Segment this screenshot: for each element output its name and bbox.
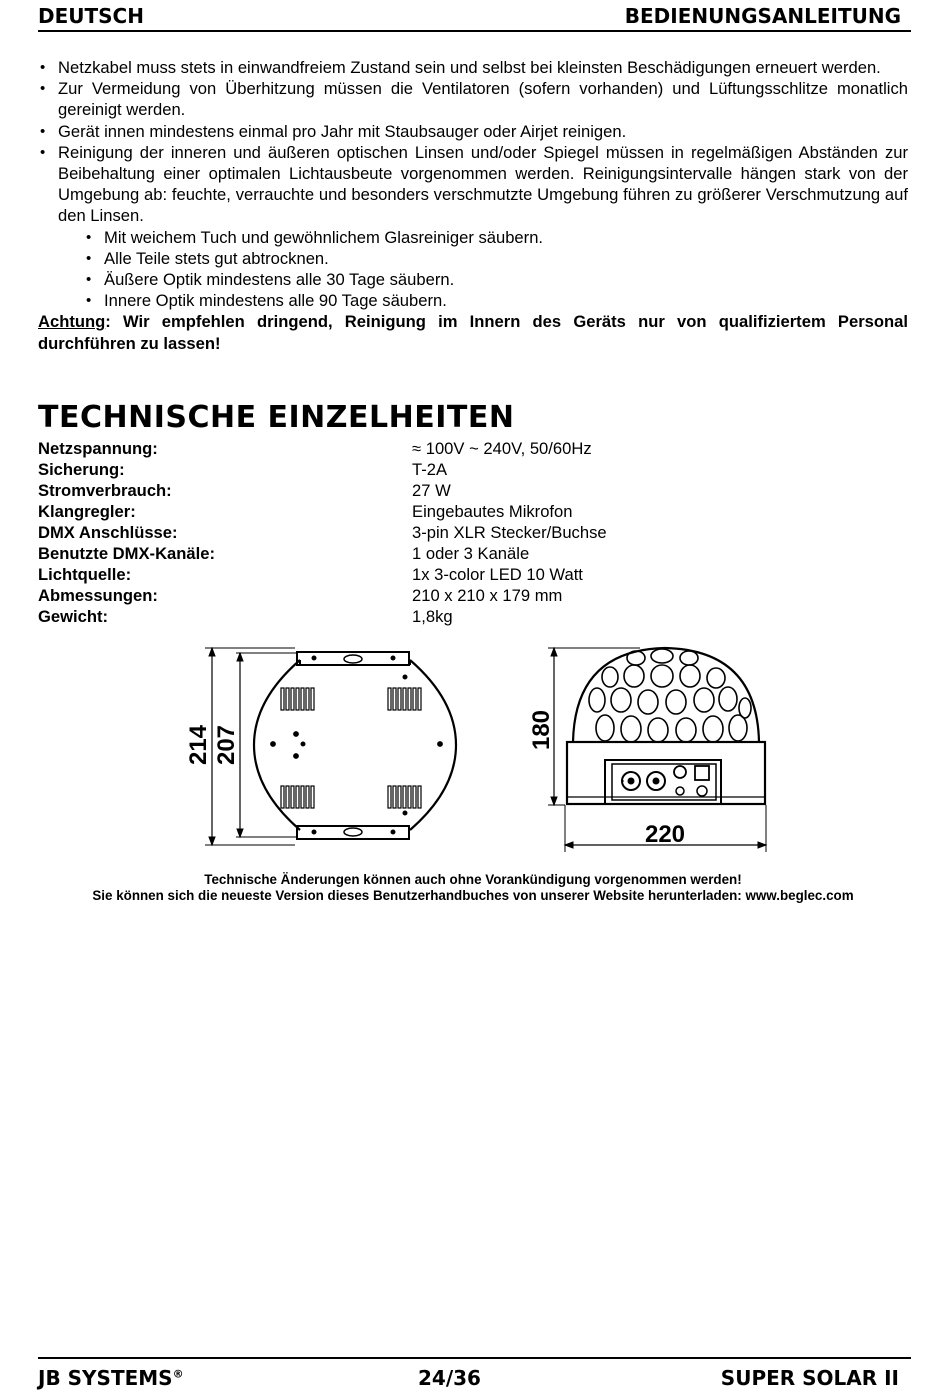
list-item: • Gerät innen mindestens einmal pro Jahr mit Staubsauger oder Airjet reinigen. (38, 121, 908, 142)
spec-value: T-2A (412, 460, 448, 479)
cleaning-sublist (38, 227, 908, 312)
list-item: • Mit weichem Tuch und gewöhnlichem Glasreiniger säubern. (38, 227, 908, 248)
top-view-drawing (205, 648, 456, 845)
spec-row (38, 564, 898, 585)
spec-label: Gewicht: (38, 607, 109, 626)
spec-value: 1 oder 3 Kanäle (412, 544, 530, 563)
spec-label: Abmessungen: (38, 586, 158, 605)
warning-note (38, 311, 908, 353)
spec-label: Netzspannung: (38, 439, 158, 458)
spec-row (38, 501, 898, 522)
list-item: • Alle Teile stets gut abtrocknen. (38, 248, 908, 269)
spec-row (38, 459, 898, 480)
spec-value: ≈ 100V ~ 240V, 50/60Hz (412, 439, 592, 458)
list-item: • Innere Optik mindestens alle 90 Tage säubern. (38, 290, 908, 311)
download-notice: Sie können sich die neueste Version dieses Benutzerhandbuches von unserer Website herunterladen: www.beglec.com (92, 888, 854, 903)
warning-label: Achtung (38, 312, 106, 332)
list-item: • Zur Vermeidung von Überhitzung müssen die Ventilatoren (sofern vorhanden) und Lüftungsschlitze monatlich gereinigt werden. (38, 78, 908, 120)
spec-label: Benutzte DMX-Kanäle: (38, 544, 216, 563)
spec-row (38, 543, 898, 564)
page-header (38, 2, 911, 32)
page-number: 24/36 (418, 1366, 481, 1390)
list-item: • Reinigung der inneren und äußeren optischen Linsen und/oder Spiegel müssen in regelmäßigen Abständen zur Beibehaltung einer optimalen Lichtausbeute vorgenommen werden. Reinigungsintervalle hängen stark von der Umgebung ab: feuchte, verrauchte und besonders verschmutzte Umgebung führen zu größerer Verschmutzung auf den Linsen. (38, 142, 908, 227)
footer-brand (38, 1366, 184, 1390)
spec-row (38, 438, 898, 459)
registered-mark: ® (172, 1367, 184, 1381)
change-notice: Technische Änderungen können auch ohne Vorankündigung vorgenommen werden! (204, 872, 742, 887)
spec-table (38, 438, 898, 627)
footer-product: SUPER SOLAR II (720, 1366, 899, 1390)
maintenance-section (38, 57, 908, 354)
spec-label: Klangregler: (38, 502, 136, 521)
header-language: DEUTSCH (38, 4, 144, 28)
spec-value: Eingebautes Mikrofon (412, 502, 573, 521)
spec-value: 3-pin XLR Stecker/Buchse (412, 523, 607, 542)
dimension-label-220: 220 (644, 821, 686, 848)
dimension-label-180: 180 (528, 709, 555, 751)
spec-value: 210 x 210 x 179 mm (412, 586, 563, 605)
spec-value: 1,8kg (412, 607, 453, 626)
spec-label: DMX Anschlüsse: (38, 523, 178, 542)
section-title: TECHNISCHE EINZELHEITEN (38, 400, 515, 435)
spec-row (38, 585, 898, 606)
list-item: • Äußere Optik mindestens alle 30 Tage säubern. (38, 269, 908, 290)
dimension-label-207: 207 (213, 724, 240, 766)
dimension-label-214: 214 (185, 724, 212, 766)
brand-name: JB SYSTEMS (38, 1366, 173, 1390)
spec-row (38, 606, 898, 627)
spec-label: Stromverbrauch: (38, 481, 172, 500)
maintenance-list (38, 57, 908, 227)
spec-label: Sicherung: (38, 460, 125, 479)
list-item: • Netzkabel muss stets in einwandfreiem Zustand sein und selbst bei kleinsten Beschädigungen erneuert werden. (38, 57, 908, 78)
spec-row (38, 480, 898, 501)
spec-value: 1x 3-color LED 10 Watt (412, 565, 583, 584)
warning-text: : Wir empfehlen dringend, Reinigung im Innern des Geräts nur von qualifiziertem Personal durchführen zu lassen! (38, 312, 908, 353)
dimension-drawing (0, 640, 950, 865)
page-footer (38, 1357, 911, 1395)
spec-label: Lichtquelle: (38, 565, 132, 584)
header-title: BEDIENUNGSANLEITUNG (624, 4, 901, 28)
spec-row (38, 522, 898, 543)
spec-value: 27 W (412, 481, 451, 500)
